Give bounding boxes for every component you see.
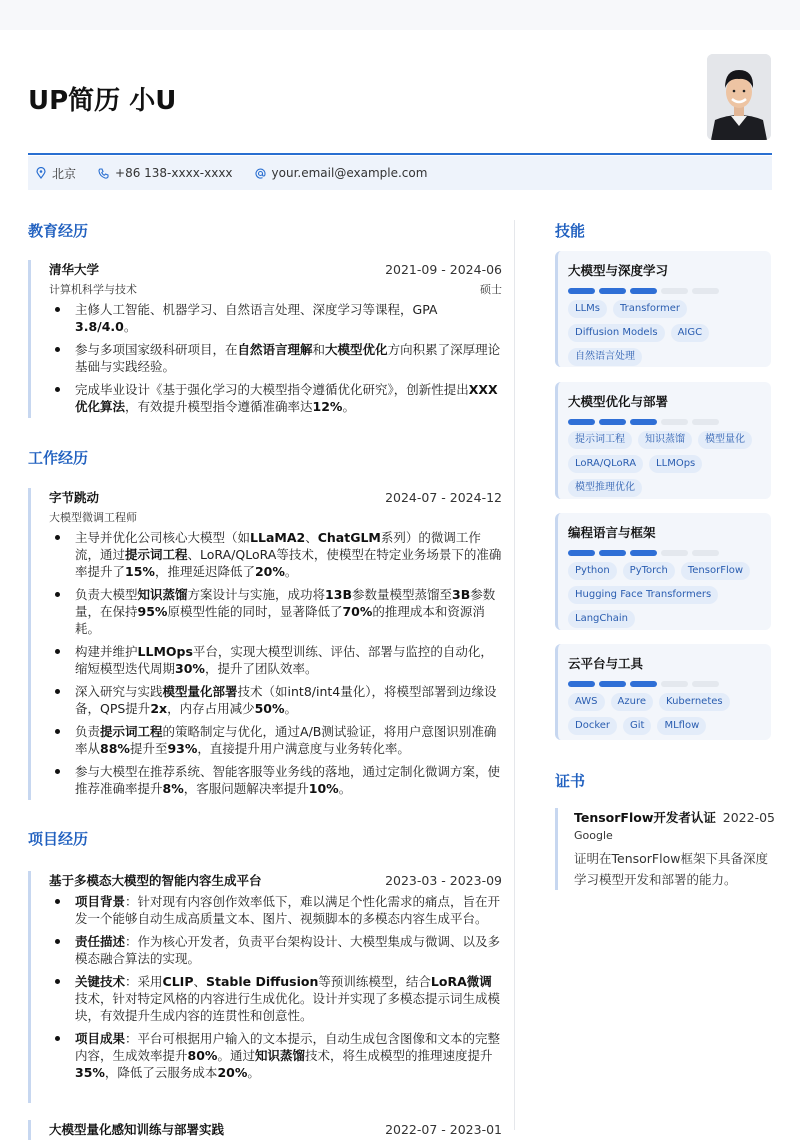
bold-text: LoRA微调 (430, 974, 492, 989)
skill-level-segment (568, 419, 595, 425)
bold-text: 知识蒸馏 (137, 587, 188, 602)
bold-text: 13B (325, 587, 352, 602)
bold-text: CLIP (162, 974, 194, 989)
bullet-item: 主修人工智能、机器学习、自然语言处理、深度学习等课程，GPA 3.8/4.0。 (49, 301, 502, 335)
bullet-item: 参与多项国家级科研项目，在自然语言理解和大模型优化方向积累了深厚理论基础与实践经验。 (49, 341, 502, 375)
work-date: 2024-07 - 2024-12 (385, 490, 502, 505)
skill-tag: MLflow (657, 717, 706, 735)
project-name: 基于多模态大模型的智能内容生成平台 (49, 873, 262, 888)
top-band (0, 0, 800, 30)
projects-heading: 项目经历 (28, 830, 89, 848)
skill-tag: PyTorch (623, 562, 675, 580)
bullet-item: 项目成果：平台可根据用户输入的文本提示，自动生成包含图像和文本的完整内容，生成效率提升80%。通过知识蒸馏技术，将生成模型的推理速度提升35%，降低了云服务成本20%。 (49, 1030, 502, 1081)
bold-text: 12% (312, 399, 343, 414)
bold-text: 责任描述 (75, 934, 126, 949)
contact-bar (28, 156, 772, 190)
at-sign-icon (255, 168, 266, 179)
phone-text: +86 138-xxxx-xxxx (115, 166, 233, 180)
bullet-item: 深入研究与实践模型量化部署技术（如int8/int4量化），将模型部署到边缘设备，QPS提升2x，内存占用减少50%。 (49, 683, 502, 717)
skill-tag: 模型推理优化 (568, 479, 642, 497)
bullet-item: 构建并维护LLMOps平台，实现大模型训练、评估、部署与监控的自动化，缩短模型迭代周期30%，提升了团队效率。 (49, 643, 502, 677)
certificate-issuer: Google (574, 829, 613, 842)
phone-icon (98, 168, 109, 179)
skill-tag: LangChain (568, 610, 635, 628)
bullet-item: 责任描述：作为核心开发者，负责平台架构设计、大模型集成与微调、以及多模态融合算法的实现。 (49, 933, 502, 967)
skill-title: 大模型优化与部署 (568, 394, 669, 409)
bold-text: 35% (75, 1065, 105, 1080)
skill-title: 云平台与工具 (568, 656, 644, 671)
skill-level-segment (630, 550, 657, 556)
bold-text: 20% (217, 1065, 248, 1080)
email-link[interactable]: your.email@example.com (271, 166, 428, 180)
bold-text: 70% (342, 604, 373, 619)
bullet-item: 关键技术：采用CLIP、Stable Diffusion等预训练模型，结合LoRA微调技术，针对特定风格的内容进行生成优化。设计并实现了多模态提示词生成模块，有效提升生成内容的连贯性和创意性。 (49, 973, 502, 1024)
bold-text: 模型量化部署 (162, 684, 238, 699)
contact-location (36, 165, 76, 182)
profile-photo (707, 54, 771, 140)
skill-tag: LoRA/QLoRA (568, 455, 643, 473)
skill-tag: LLMs (568, 300, 607, 318)
bold-text: 自然语言理解 (237, 342, 313, 357)
certificate-entry (555, 808, 775, 890)
bold-text: 15% (125, 564, 155, 579)
skill-title: 大模型与深度学习 (568, 263, 669, 278)
skill-level-segment (568, 681, 595, 687)
bold-text: 93% (167, 741, 198, 756)
education-date: 2021-09 - 2024-06 (385, 262, 502, 277)
work-entry (28, 488, 502, 800)
skill-level-segment (599, 550, 626, 556)
skill-level-bars (568, 681, 761, 687)
skill-tag: AWS (568, 693, 605, 711)
skill-card (555, 251, 771, 367)
skill-tags (568, 693, 761, 741)
skill-level-segment (692, 550, 719, 556)
skill-level-bars (568, 550, 761, 556)
skill-level-segment (630, 288, 657, 294)
degree: 硕士 (480, 283, 502, 296)
bold-text: XXX优化算法 (75, 382, 498, 414)
bullet-item: 项目背景：针对现有内容创作效率低下，难以满足个性化需求的痛点，旨在开发一个能够自动生成高质量文本、图片、视频脚本的多模态内容生成平台。 (49, 893, 502, 927)
skill-tag: Azure (611, 693, 653, 711)
project-entry (28, 1120, 502, 1140)
skill-level-segment (599, 419, 626, 425)
skill-level-bars (568, 288, 761, 294)
bullet-list (49, 893, 502, 1081)
bold-text: ChatGLM (317, 530, 381, 545)
bold-text: LLMOps (137, 644, 193, 659)
bold-text: 50% (254, 701, 285, 716)
bold-text: 2x (150, 701, 168, 716)
bold-text: 88% (100, 741, 130, 756)
skill-tags (568, 431, 761, 503)
skill-tag: Docker (568, 717, 617, 735)
bullet-item: 主导并优化公司核心大模型（如LLaMA2、ChatGLM系列）的微调工作流，通过提示词工程、LoRA/QLoRA等技术，使模型在特定业务场景下的准确率提升了15%，推理延迟降低了20%。 (49, 529, 502, 580)
bold-text: 80% (187, 1048, 218, 1063)
skill-card (555, 382, 771, 499)
skill-tag: Hugging Face Transformers (568, 586, 718, 604)
bold-text: 提示词工程 (100, 724, 163, 739)
skill-level-segment (630, 419, 657, 425)
bold-text: 3.8/4.0 (75, 319, 124, 334)
bullet-list (49, 529, 502, 797)
project-entry (28, 871, 502, 1103)
skill-level-segment (661, 419, 688, 425)
skill-card (555, 644, 771, 740)
contact-phone (98, 166, 233, 180)
bold-text: 8% (162, 781, 184, 796)
certificates-heading: 证书 (555, 772, 586, 790)
bold-text: 大模型优化 (325, 342, 388, 357)
bullet-item: 负责提示词工程的策略制定与优化，通过A/B测试验证，将用户意图识别准确率从88%提升至93%，直接提升用户满意度与业务转化率。 (49, 723, 502, 757)
bold-text: 提示词工程 (125, 547, 188, 562)
skill-tag: AIGC (671, 324, 710, 342)
bold-text: Stable Diffusion (206, 974, 319, 989)
location-text: 北京 (52, 166, 77, 181)
skill-level-segment (630, 681, 657, 687)
school-name: 清华大学 (49, 262, 100, 277)
certificate-title: TensorFlow开发者认证 (574, 810, 716, 825)
bullet-item: 负责大模型知识蒸馏方案设计与实施，成功将13B参数量模型蒸馏至3B参数量，在保持95%原模型性能的同时，显著降低了70%的推理成本和资源消耗。 (49, 586, 502, 637)
bullet-item: 参与大模型在推荐系统、智能客服等业务线的落地，通过定制化微调方案，使推荐准确率提升8%，客服问题解决率提升10%。 (49, 763, 502, 797)
skill-tags (568, 300, 761, 372)
skill-level-segment (599, 288, 626, 294)
skill-level-segment (599, 681, 626, 687)
skill-tag: TensorFlow (681, 562, 750, 580)
bold-text: 3B (452, 587, 471, 602)
skill-tags (568, 562, 761, 634)
skill-title: 编程语言与框架 (568, 525, 656, 540)
resume-name: UP简历 小U (28, 86, 177, 116)
bold-text: LLaMA2 (250, 530, 306, 545)
skill-tag: Transformer (613, 300, 687, 318)
bold-text: 项目背景 (75, 894, 126, 909)
skill-card (555, 513, 771, 630)
project-date: 2022-07 - 2023-01 (385, 1122, 502, 1137)
skill-tag: 提示词工程 (568, 431, 632, 449)
bold-text: 30% (175, 661, 205, 676)
bold-text: 95% (137, 604, 168, 619)
skill-level-segment (661, 288, 688, 294)
bold-text: 关键技术 (75, 974, 126, 989)
skill-tag: Kubernetes (659, 693, 730, 711)
skill-level-segment (661, 681, 688, 687)
skill-tag: 模型量化 (698, 431, 752, 449)
skill-level-segment (692, 288, 719, 294)
skill-level-segment (692, 681, 719, 687)
project-name: 大模型量化感知训练与部署实践 (49, 1122, 225, 1137)
map-pin-icon (36, 167, 46, 179)
skill-level-segment (692, 419, 719, 425)
column-divider (514, 220, 515, 1130)
skill-tag: 知识蒸馏 (638, 431, 692, 449)
skills-heading: 技能 (555, 222, 586, 240)
job-role: 大模型微调工程师 (49, 511, 137, 524)
contact-email[interactable] (255, 166, 428, 180)
bold-text: 20% (254, 564, 285, 579)
skill-level-segment (661, 550, 688, 556)
skill-tag: LLMOps (649, 455, 702, 473)
education-entry (28, 260, 502, 418)
major: 计算机科学与技术 (49, 283, 137, 296)
skill-level-segment (568, 550, 595, 556)
skill-tag: Git (623, 717, 651, 735)
bold-text: 10% (308, 781, 339, 796)
education-heading: 教育经历 (28, 222, 89, 240)
bullet-list (49, 301, 502, 415)
project-date: 2023-03 - 2023-09 (385, 873, 502, 888)
skill-tag: 自然语言处理 (568, 348, 642, 366)
skill-level-bars (568, 419, 761, 425)
bullet-item: 完成毕业设计《基于强化学习的大模型指令遵循优化研究》，创新性提出XXX优化算法，有效提升模型指令遵循准确率达12%。 (49, 381, 502, 415)
bold-text: 项目成果 (75, 1031, 126, 1046)
bold-text: 知识蒸馏 (254, 1048, 305, 1063)
company-name: 字节跳动 (49, 490, 100, 505)
certificate-date: 2022-05 (722, 810, 775, 825)
skill-tag: Diffusion Models (568, 324, 665, 342)
certificate-description: 证明在TensorFlow框架下具备深度学习模型开发和部署的能力。 (574, 851, 768, 887)
work-heading: 工作经历 (28, 449, 89, 467)
skill-tag: Python (568, 562, 617, 580)
header-rule (28, 153, 772, 155)
skill-level-segment (568, 288, 595, 294)
